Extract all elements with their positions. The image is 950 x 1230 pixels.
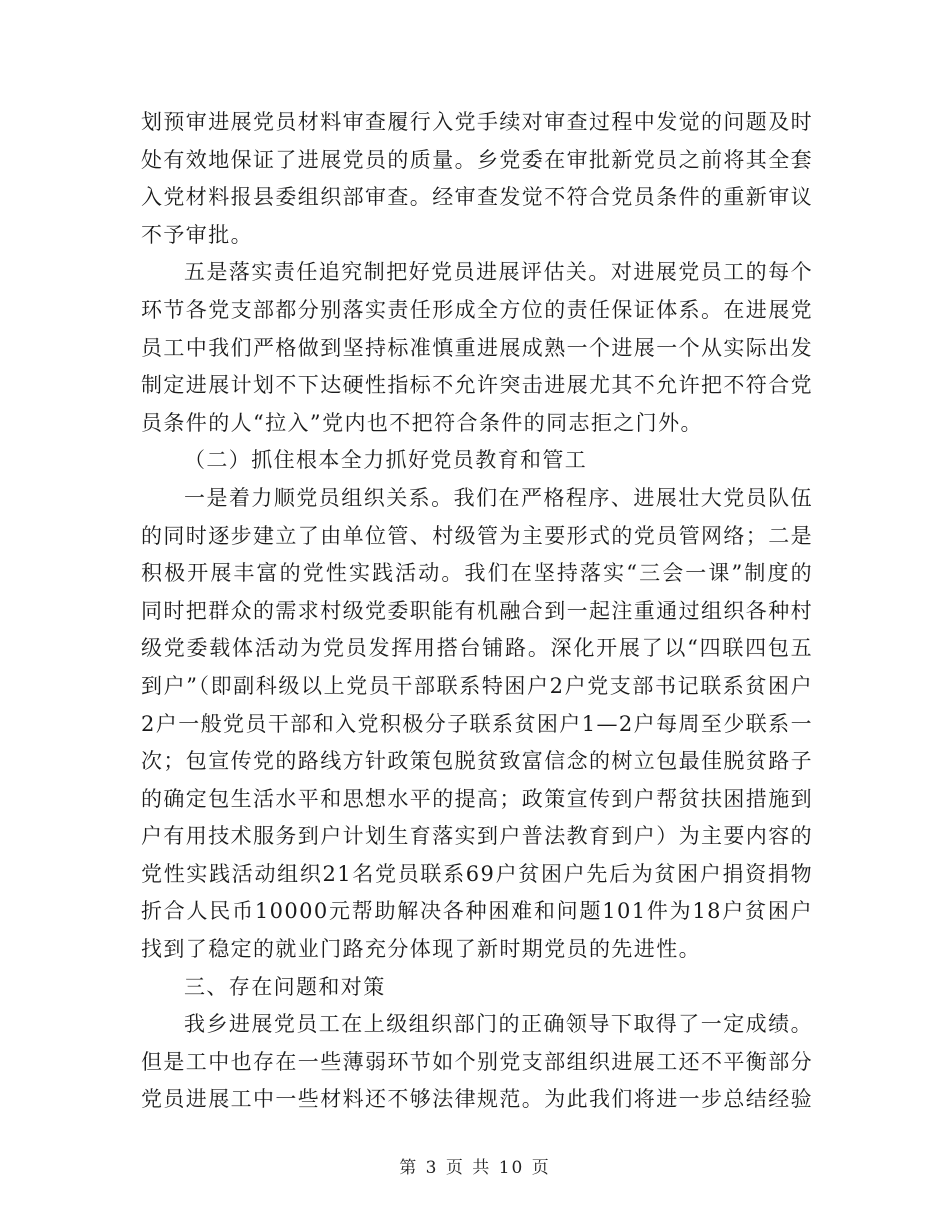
paragraph-4: 我乡进展党员工在上级组织部门的正确领导下取得了一定成绩。但是工中也存在一些薄弱环节如个别党支部组织进展工还不平衡部分党员进展工中一些材料还不够法律规范。为此我们将进一步总结经验 bbox=[141, 1012, 813, 1112]
section-heading-3: 三、存在问题和对策 bbox=[184, 974, 386, 999]
document-body bbox=[141, 104, 813, 1119]
section-heading-2: （二）抓住根本全力抓好党员教育和管工 bbox=[184, 448, 588, 473]
paragraph-3: 一是着力顺党员组织关系。我们在严格程序、进展壮大党员队伍的同时逐步建立了由单位管、村级管为主要形式的党员管网络；二是积极开展丰富的党性实践活动。我们在坚持落实“三会一课”制度的同时把群众的需求村级党委职能有机融合到一起注重通过组织各种村级党委载体活动为党员发挥用搭台铺路。深化开展了以“四联四包五到户”（即副科级以上党员干部联系特困户2户党支部书记联系贫困户2户一般党员干部和入党积极分子联系贫困户1—2户每周至少联系一次；包宣传党的路线方针政策包脱贫致富信念的树立包最佳脱贫路子的确定包生活水平和思想水平的提高；政策宣传到户帮贫扶困措施到户有用技术服务到户计划生育落实到户普法教育到户）为主要内容的党性实践活动组织21名党员联系69户贫困户先后为贫困户捐资捐物折合人民币10000元帮助解决各种困难和问题101件为18户贫困户找到了稳定的就业门路充分体现了新时期党员的先进性。 bbox=[141, 485, 813, 962]
page-number-footer: 第 3 页 共 10 页 bbox=[399, 1158, 551, 1178]
paragraph-2: 五是落实责任追究制把好党员进展评估关。对进展党员工的每个环节各党支部都分别落实责任形成全方位的责任保证体系。在进展党员工中我们严格做到坚持标准慎重进展成熟一个进展一个从实际出发制定进展计划不下达硬性指标不允许突击进展尤其不允许把不符合党员条件的人“拉入”党内也不把符合条件的同志拒之门外。 bbox=[141, 260, 813, 435]
paragraph-1: 划预审进展党员材料审查履行入党手续对审查过程中发觉的问题及时处有效地保证了进展党员的质量。乡党委在审批新党员之前将其全套入党材料报县委组织部审查。经审查发觉不符合党员条件的重新审议不予审批。 bbox=[141, 110, 813, 247]
